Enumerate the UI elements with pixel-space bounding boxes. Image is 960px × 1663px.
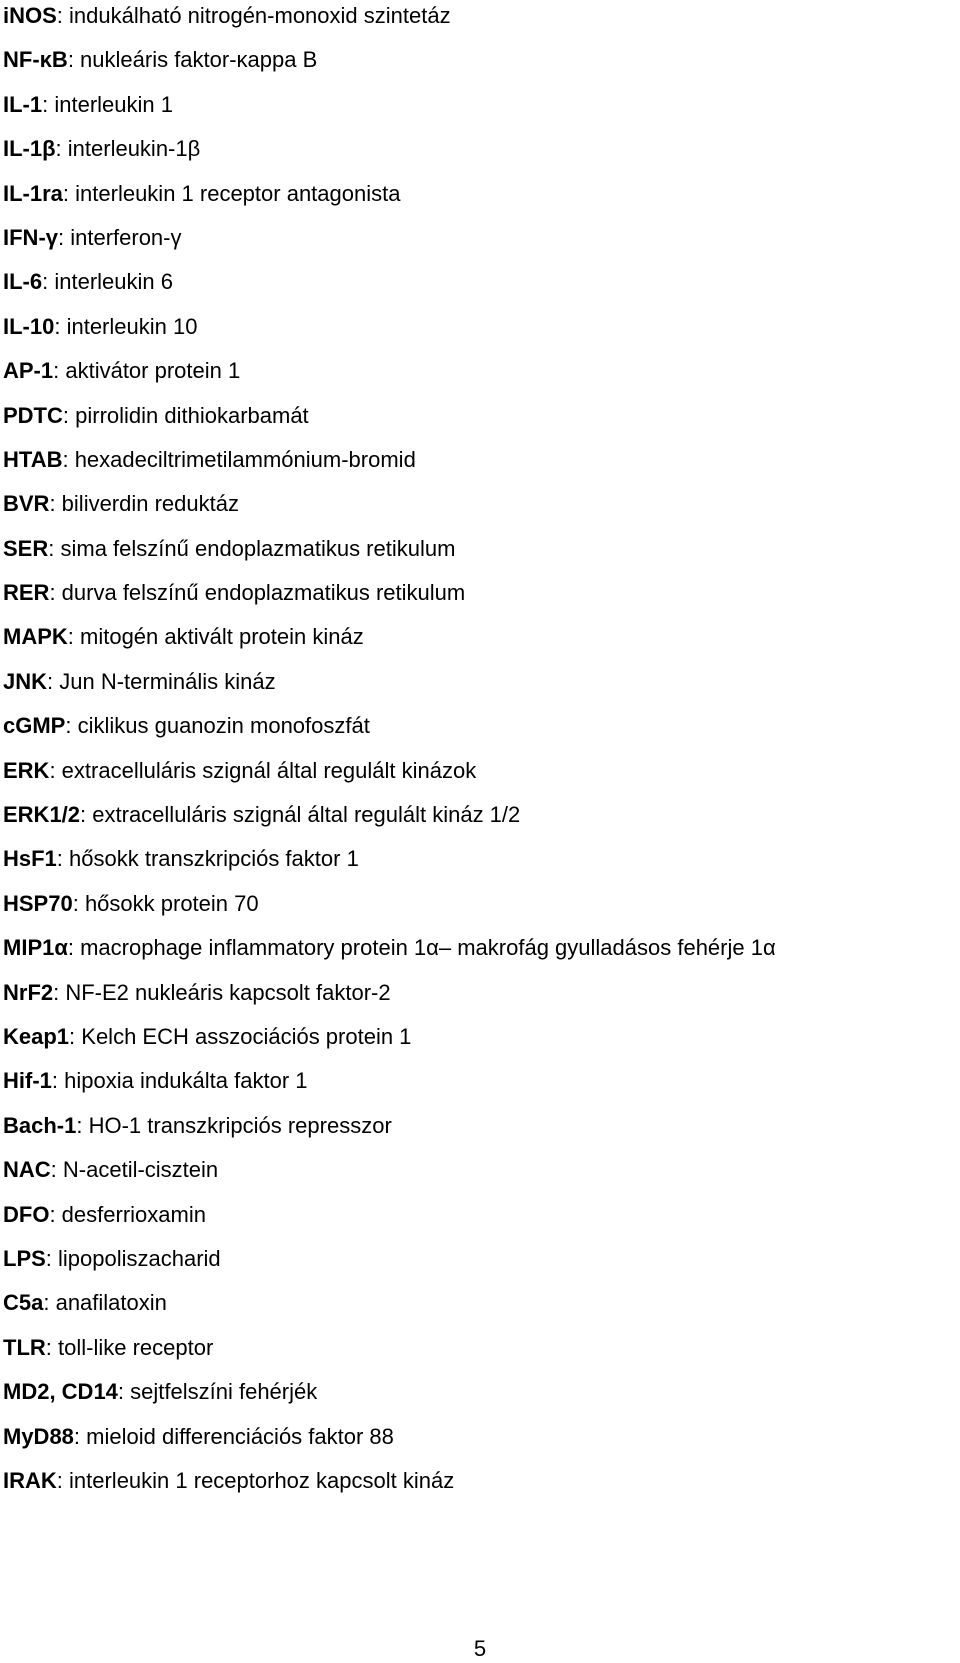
abbreviation-definition: : hősokk protein 70 <box>72 890 259 916</box>
abbreviation-entry <box>3 799 960 843</box>
abbreviation-definition: : hipoxia indukálta faktor 1 <box>51 1068 308 1094</box>
abbreviation-entry <box>3 755 960 799</box>
abbreviation-definition: : Kelch ECH asszociációs protein 1 <box>69 1023 412 1049</box>
abbreviation-term: iNOS <box>3 3 57 28</box>
abbreviation-definition: : interleukin 10 <box>54 313 198 339</box>
abbreviation-entry <box>3 444 960 488</box>
abbreviation-definition: : durva felszínű endoplazmatikus retikulum <box>49 580 466 606</box>
abbreviation-definition: : interleukin 1 receptorhoz kapcsolt kináz <box>56 1467 455 1493</box>
abbreviation-entry <box>3 888 960 932</box>
abbreviation-definition: : biliverdin reduktáz <box>49 491 239 517</box>
abbreviation-term: HSP70 <box>3 890 73 916</box>
abbreviation-entry <box>3 977 960 1021</box>
abbreviation-definition: : interleukin 6 <box>42 269 173 295</box>
abbreviation-entry <box>3 0 960 44</box>
abbreviation-term: HsF1 <box>3 846 57 872</box>
abbreviation-definition: : hősokk transzkripciós faktor 1 <box>56 846 359 872</box>
abbreviation-definition: : anafilatoxin <box>43 1290 167 1316</box>
abbreviation-entry <box>3 932 960 976</box>
abbreviation-definition: : Jun N-terminális kináz <box>47 668 276 694</box>
abbreviation-definition: : indukálható nitrogén-monoxid szintetáz <box>56 3 451 28</box>
abbreviation-entry <box>3 1199 960 1243</box>
abbreviation-term: MIP1α <box>3 935 68 961</box>
abbreviation-term: JNK <box>3 668 48 694</box>
abbreviation-definition: : desferrioxamin <box>49 1201 206 1227</box>
abbreviation-list <box>3 0 960 1509</box>
page-number: 5 <box>473 1636 487 1661</box>
abbreviation-term: SER <box>3 535 49 561</box>
abbreviation-entry <box>3 1421 960 1465</box>
abbreviation-entry <box>3 311 960 355</box>
abbreviation-entry <box>3 1065 960 1109</box>
abbreviation-definition: : interferon-γ <box>58 224 182 250</box>
abbreviation-term: MD2, CD14 <box>3 1379 118 1405</box>
abbreviation-term: Hif-1 <box>3 1068 52 1094</box>
abbreviation-term: IL-1 <box>3 91 43 117</box>
abbreviation-term: IL-1β <box>3 136 56 162</box>
abbreviation-definition: : N-acetil-cisztein <box>50 1157 219 1183</box>
abbreviation-definition: : ciklikus guanozin monofoszfát <box>65 713 370 739</box>
abbreviation-entry <box>3 222 960 266</box>
abbreviation-entry <box>3 1376 960 1420</box>
abbreviation-term: IL-10 <box>3 313 55 339</box>
abbreviation-entry <box>3 1332 960 1376</box>
abbreviation-entry <box>3 44 960 88</box>
abbreviation-term: IL-6 <box>3 269 43 295</box>
abbreviation-term: Bach-1 <box>3 1112 77 1138</box>
abbreviation-term: NAC <box>3 1157 51 1183</box>
abbreviation-entry <box>3 1287 960 1331</box>
abbreviation-term: HTAB <box>3 446 63 472</box>
abbreviation-entry <box>3 1243 960 1287</box>
abbreviation-definition: : interleukin 1 <box>42 91 173 117</box>
abbreviation-term: BVR <box>3 491 50 517</box>
abbreviation-term: IRAK <box>3 1467 57 1493</box>
abbreviation-definition: : extracelluláris szignál által regulált kináz 1/2 <box>80 802 521 828</box>
abbreviation-definition: : toll-like receptor <box>45 1334 214 1360</box>
abbreviation-entry <box>3 133 960 177</box>
abbreviation-entry <box>3 843 960 887</box>
abbreviation-definition: : macrophage inflammatory protein 1α– makrofág gyulladásos fehérje 1α <box>67 935 776 961</box>
abbreviation-definition: : pirrolidin dithiokarbamát <box>62 402 309 428</box>
abbreviation-term: MAPK <box>3 624 68 650</box>
abbreviation-definition: : aktivátor protein 1 <box>53 358 241 384</box>
abbreviation-term: C5a <box>3 1290 44 1316</box>
abbreviation-term: ERK <box>3 757 50 783</box>
abbreviation-definition: : extracelluláris szignál által regulált kinázok <box>49 757 477 783</box>
abbreviation-entry <box>3 621 960 665</box>
abbreviation-definition: : lipopoliszacharid <box>45 1245 221 1271</box>
abbreviation-entry <box>3 710 960 754</box>
abbreviation-entry <box>3 1465 960 1509</box>
abbreviation-term: IFN-γ <box>3 224 58 250</box>
abbreviation-term: MyD88 <box>3 1423 74 1449</box>
abbreviation-entry <box>3 400 960 444</box>
abbreviation-entry <box>3 355 960 399</box>
abbreviation-term: LPS <box>3 1245 46 1271</box>
abbreviation-definition: : interleukin 1 receptor antagonista <box>62 180 401 206</box>
abbreviation-term: TLR <box>3 1334 46 1360</box>
abbreviation-entry <box>3 1154 960 1198</box>
abbreviation-definition: : NF-E2 nukleáris kapcsolt faktor-2 <box>53 979 391 1005</box>
abbreviation-term: AP-1 <box>3 358 54 384</box>
abbreviation-entry <box>3 577 960 621</box>
abbreviation-entry <box>3 533 960 577</box>
abbreviation-term: cGMP <box>3 713 66 739</box>
abbreviation-definition: : HO-1 transzkripciós represszor <box>76 1112 392 1138</box>
abbreviation-definition: : hexadeciltrimetilammónium-bromid <box>62 446 416 472</box>
abbreviation-definition: : sejtfelszíni fehérjék <box>117 1379 318 1405</box>
abbreviation-term: RER <box>3 580 50 606</box>
abbreviation-term: PDTC <box>3 402 63 428</box>
abbreviation-term: DFO <box>3 1201 50 1227</box>
abbreviation-definition: : nukleáris faktor-κappa B <box>67 47 318 73</box>
abbreviation-definition: : interleukin-1β <box>55 136 201 162</box>
abbreviation-term: Keap1 <box>3 1023 70 1049</box>
abbreviation-entry <box>3 488 960 532</box>
abbreviation-term: ERK1/2 <box>3 802 81 828</box>
abbreviation-definition: : mitogén aktivált protein kináz <box>67 624 364 650</box>
abbreviation-entry <box>3 666 960 710</box>
abbreviation-term: NrF2 <box>3 979 54 1005</box>
abbreviation-entry <box>3 1110 960 1154</box>
abbreviation-entry <box>3 266 960 310</box>
abbreviation-entry <box>3 1021 960 1065</box>
abbreviation-definition: : sima felszínű endoplazmatikus retikulum <box>48 535 456 561</box>
abbreviation-entry <box>3 89 960 133</box>
abbreviation-entry <box>3 178 960 222</box>
abbreviation-term: NF-κB <box>3 47 68 73</box>
abbreviation-term: IL-1ra <box>3 180 63 206</box>
abbreviation-definition: : mieloid differenciációs faktor 88 <box>73 1423 394 1449</box>
